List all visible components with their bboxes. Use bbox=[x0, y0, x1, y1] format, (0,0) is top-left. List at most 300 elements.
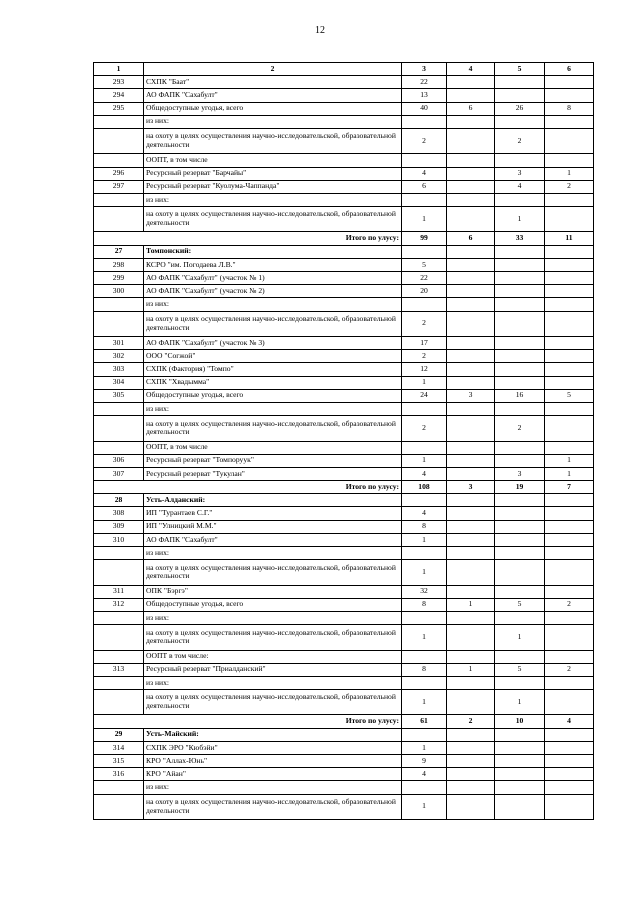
value-col-3: 108 bbox=[402, 481, 447, 494]
value-col-6 bbox=[545, 363, 594, 376]
value-col-3 bbox=[402, 154, 447, 167]
row-name: Общедоступные угодья, всего bbox=[144, 598, 402, 611]
value-col-5 bbox=[495, 781, 545, 794]
table-row bbox=[94, 128, 594, 153]
table-row bbox=[94, 376, 594, 389]
value-col-6 bbox=[545, 350, 594, 363]
value-col-5 bbox=[495, 533, 545, 546]
row-name: на охоту в целях осуществления научно-исследовательской, образовательной деятельности bbox=[144, 128, 402, 153]
row-name: Ресурсный резерват "Тукулан" bbox=[144, 467, 402, 480]
page-number: 12 bbox=[315, 25, 325, 36]
row-number: 298 bbox=[94, 258, 144, 271]
row-number: 303 bbox=[94, 363, 144, 376]
row-name: из них: bbox=[144, 611, 402, 624]
district-name: Томпонский: bbox=[144, 245, 402, 258]
row-name: Ресурсный резерват "Приалданский" bbox=[144, 663, 402, 676]
table-row bbox=[94, 207, 594, 232]
empty-cell bbox=[447, 728, 495, 741]
value-col-4 bbox=[447, 467, 495, 480]
value-col-5 bbox=[495, 76, 545, 89]
total-row bbox=[94, 232, 594, 245]
value-col-3: 4 bbox=[402, 167, 447, 180]
table-row bbox=[94, 115, 594, 128]
value-col-4: 1 bbox=[447, 663, 495, 676]
value-col-5: 33 bbox=[495, 232, 545, 245]
row-name: из них: bbox=[144, 676, 402, 689]
value-col-6: 2 bbox=[545, 180, 594, 193]
table-row bbox=[94, 585, 594, 598]
value-col-6 bbox=[545, 76, 594, 89]
value-col-3: 8 bbox=[402, 520, 447, 533]
value-col-5 bbox=[495, 441, 545, 454]
row-name: Ресурсный резерват "Барчайы" bbox=[144, 167, 402, 180]
empty-cell bbox=[402, 245, 447, 258]
value-col-5: 19 bbox=[495, 481, 545, 494]
value-col-3: 99 bbox=[402, 232, 447, 245]
value-col-6 bbox=[545, 298, 594, 311]
value-col-6 bbox=[545, 311, 594, 336]
value-col-4 bbox=[447, 794, 495, 819]
value-col-6 bbox=[545, 416, 594, 441]
value-col-4 bbox=[447, 258, 495, 271]
value-col-6 bbox=[545, 207, 594, 232]
value-col-3: 22 bbox=[402, 272, 447, 285]
value-col-6 bbox=[545, 781, 594, 794]
row-name: КСРО "им. Погодаева Л.В." bbox=[144, 258, 402, 271]
row-name: ООПТ в том числе: bbox=[144, 650, 402, 663]
row-name: ООПТ, в том числе bbox=[144, 441, 402, 454]
row-number: 310 bbox=[94, 533, 144, 546]
row-number bbox=[94, 676, 144, 689]
empty-cell bbox=[495, 728, 545, 741]
row-name: на охоту в целях осуществления научно-исследовательской, образовательной деятельности bbox=[144, 794, 402, 819]
value-col-3: 1 bbox=[402, 207, 447, 232]
row-number: 316 bbox=[94, 768, 144, 781]
value-col-4 bbox=[447, 128, 495, 153]
value-col-5: 16 bbox=[495, 389, 545, 402]
empty-cell bbox=[495, 494, 545, 507]
row-name: АО ФАПК "Сахабулт" (участок № 1) bbox=[144, 272, 402, 285]
table-row bbox=[94, 193, 594, 206]
district-name: Усть-Алданский: bbox=[144, 494, 402, 507]
value-col-5 bbox=[495, 755, 545, 768]
row-number bbox=[94, 547, 144, 560]
value-col-5 bbox=[495, 650, 545, 663]
row-name: КРО "Аллах-Юнь" bbox=[144, 755, 402, 768]
value-col-3: 32 bbox=[402, 585, 447, 598]
district-number: 27 bbox=[94, 245, 144, 258]
district-name: Усть-Майский: bbox=[144, 728, 402, 741]
table-row bbox=[94, 781, 594, 794]
value-col-5 bbox=[495, 676, 545, 689]
value-col-5 bbox=[495, 402, 545, 415]
table-row bbox=[94, 755, 594, 768]
table-row bbox=[94, 76, 594, 89]
row-number bbox=[94, 781, 144, 794]
row-name: ООО "Согжой" bbox=[144, 350, 402, 363]
table-row bbox=[94, 167, 594, 180]
value-col-6 bbox=[545, 336, 594, 349]
empty-cell bbox=[545, 728, 594, 741]
value-col-3: 2 bbox=[402, 350, 447, 363]
header-col-1: 1 bbox=[94, 63, 144, 76]
table-row bbox=[94, 389, 594, 402]
value-col-5: 2 bbox=[495, 416, 545, 441]
value-col-4: 6 bbox=[447, 232, 495, 245]
header-row bbox=[94, 63, 594, 76]
table-row bbox=[94, 663, 594, 676]
value-col-4 bbox=[447, 207, 495, 232]
value-col-5: 10 bbox=[495, 715, 545, 728]
value-col-4 bbox=[447, 272, 495, 285]
value-col-4 bbox=[447, 650, 495, 663]
value-col-3 bbox=[402, 547, 447, 560]
empty-cell bbox=[402, 494, 447, 507]
value-col-6 bbox=[545, 625, 594, 650]
value-col-5: 1 bbox=[495, 207, 545, 232]
row-number: 295 bbox=[94, 102, 144, 115]
value-col-3: 13 bbox=[402, 89, 447, 102]
value-col-6 bbox=[545, 690, 594, 715]
district-row bbox=[94, 728, 594, 741]
value-col-6: 2 bbox=[545, 663, 594, 676]
table-row bbox=[94, 611, 594, 624]
row-name: АО ФАПК "Сахабулт" bbox=[144, 533, 402, 546]
row-number: 300 bbox=[94, 285, 144, 298]
row-number: 301 bbox=[94, 336, 144, 349]
row-number: 305 bbox=[94, 389, 144, 402]
value-col-4 bbox=[447, 311, 495, 336]
row-name: ОПК "Бэргэ" bbox=[144, 585, 402, 598]
value-col-3: 1 bbox=[402, 376, 447, 389]
row-name: Общедоступные угодья, всего bbox=[144, 389, 402, 402]
value-col-3 bbox=[402, 676, 447, 689]
value-col-4 bbox=[447, 520, 495, 533]
value-col-4 bbox=[447, 547, 495, 560]
hunting-grounds-table bbox=[93, 62, 594, 820]
value-col-4 bbox=[447, 167, 495, 180]
value-col-6 bbox=[545, 89, 594, 102]
district-row bbox=[94, 494, 594, 507]
value-col-6 bbox=[545, 560, 594, 585]
row-name: из них: bbox=[144, 781, 402, 794]
value-col-4 bbox=[447, 402, 495, 415]
row-name: Ресурсный резерват "Куолума-Чаппанда" bbox=[144, 180, 402, 193]
district-number: 28 bbox=[94, 494, 144, 507]
header-col-2: 2 bbox=[144, 63, 402, 76]
row-name: АО ФАПК "Сахабулт" bbox=[144, 89, 402, 102]
table-row bbox=[94, 285, 594, 298]
row-number bbox=[94, 690, 144, 715]
value-col-6 bbox=[545, 533, 594, 546]
row-number: 299 bbox=[94, 272, 144, 285]
value-col-5 bbox=[495, 298, 545, 311]
row-number bbox=[94, 441, 144, 454]
value-col-6 bbox=[545, 258, 594, 271]
value-col-3: 2 bbox=[402, 128, 447, 153]
value-col-4 bbox=[447, 533, 495, 546]
row-number bbox=[94, 611, 144, 624]
row-number bbox=[94, 154, 144, 167]
value-col-4 bbox=[447, 154, 495, 167]
value-col-5 bbox=[495, 768, 545, 781]
table-row bbox=[94, 741, 594, 754]
value-col-5: 4 bbox=[495, 180, 545, 193]
value-col-3 bbox=[402, 298, 447, 311]
value-col-6: 1 bbox=[545, 454, 594, 467]
row-name: СХПК "Баат" bbox=[144, 76, 402, 89]
value-col-5 bbox=[495, 115, 545, 128]
table-row bbox=[94, 560, 594, 585]
value-col-5 bbox=[495, 258, 545, 271]
value-col-6 bbox=[545, 768, 594, 781]
total-label: Итого по улусу: bbox=[94, 715, 402, 728]
value-col-4 bbox=[447, 285, 495, 298]
value-col-4 bbox=[447, 741, 495, 754]
value-col-3: 4 bbox=[402, 467, 447, 480]
value-col-3: 40 bbox=[402, 102, 447, 115]
value-col-6 bbox=[545, 611, 594, 624]
row-number: 306 bbox=[94, 454, 144, 467]
value-col-6: 8 bbox=[545, 102, 594, 115]
table-row bbox=[94, 676, 594, 689]
table-row bbox=[94, 336, 594, 349]
value-col-6 bbox=[545, 794, 594, 819]
row-name: Общедоступные угодья, всего bbox=[144, 102, 402, 115]
empty-cell bbox=[545, 245, 594, 258]
value-col-5 bbox=[495, 741, 545, 754]
header-col-4: 4 bbox=[447, 63, 495, 76]
table-row bbox=[94, 625, 594, 650]
value-col-6 bbox=[545, 650, 594, 663]
empty-cell bbox=[447, 245, 495, 258]
table-row bbox=[94, 180, 594, 193]
row-number bbox=[94, 560, 144, 585]
table-row bbox=[94, 690, 594, 715]
row-name: СХПК ЭРО "Кюбэйи" bbox=[144, 741, 402, 754]
table-row bbox=[94, 794, 594, 819]
row-name: на охоту в целях осуществления научно-исследовательской, образовательной деятельности bbox=[144, 625, 402, 650]
value-col-5: 1 bbox=[495, 690, 545, 715]
row-number: 293 bbox=[94, 76, 144, 89]
value-col-6 bbox=[545, 585, 594, 598]
row-number: 297 bbox=[94, 180, 144, 193]
value-col-3: 2 bbox=[402, 416, 447, 441]
value-col-4 bbox=[447, 89, 495, 102]
row-name: СХПК "Хвадымма" bbox=[144, 376, 402, 389]
value-col-5 bbox=[495, 350, 545, 363]
row-name: на охоту в целях осуществления научно-исследовательской, образовательной деятельности bbox=[144, 416, 402, 441]
value-col-6 bbox=[545, 441, 594, 454]
row-number bbox=[94, 794, 144, 819]
row-number: 307 bbox=[94, 467, 144, 480]
value-col-4: 2 bbox=[447, 715, 495, 728]
table-row bbox=[94, 311, 594, 336]
table-row bbox=[94, 507, 594, 520]
row-number: 294 bbox=[94, 89, 144, 102]
header-col-5: 5 bbox=[495, 63, 545, 76]
value-col-3: 4 bbox=[402, 507, 447, 520]
value-col-6: 1 bbox=[545, 167, 594, 180]
value-col-3: 17 bbox=[402, 336, 447, 349]
row-name: из них: bbox=[144, 115, 402, 128]
row-number bbox=[94, 193, 144, 206]
value-col-4: 1 bbox=[447, 598, 495, 611]
table-row bbox=[94, 454, 594, 467]
table-row bbox=[94, 441, 594, 454]
value-col-6: 7 bbox=[545, 481, 594, 494]
table-row bbox=[94, 547, 594, 560]
row-number: 312 bbox=[94, 598, 144, 611]
value-col-3: 1 bbox=[402, 533, 447, 546]
value-col-5: 26 bbox=[495, 102, 545, 115]
value-col-3: 8 bbox=[402, 598, 447, 611]
value-col-6 bbox=[545, 115, 594, 128]
value-col-6 bbox=[545, 507, 594, 520]
value-col-4 bbox=[447, 454, 495, 467]
value-col-6: 5 bbox=[545, 389, 594, 402]
table-row bbox=[94, 298, 594, 311]
value-col-5: 1 bbox=[495, 625, 545, 650]
district-row bbox=[94, 245, 594, 258]
table-row bbox=[94, 598, 594, 611]
table-row bbox=[94, 272, 594, 285]
row-number bbox=[94, 402, 144, 415]
value-col-6 bbox=[545, 154, 594, 167]
value-col-3: 20 bbox=[402, 285, 447, 298]
value-col-4 bbox=[447, 690, 495, 715]
district-number: 29 bbox=[94, 728, 144, 741]
value-col-5 bbox=[495, 89, 545, 102]
value-col-4 bbox=[447, 625, 495, 650]
value-col-6 bbox=[545, 755, 594, 768]
row-name: из них: bbox=[144, 547, 402, 560]
value-col-6 bbox=[545, 272, 594, 285]
value-col-6: 1 bbox=[545, 467, 594, 480]
value-col-5 bbox=[495, 311, 545, 336]
table-row bbox=[94, 89, 594, 102]
total-label: Итого по улусу: bbox=[94, 481, 402, 494]
value-col-5: 5 bbox=[495, 663, 545, 676]
value-col-3 bbox=[402, 650, 447, 663]
value-col-3 bbox=[402, 193, 447, 206]
value-col-6 bbox=[545, 520, 594, 533]
table-row bbox=[94, 350, 594, 363]
row-number bbox=[94, 650, 144, 663]
row-name: на охоту в целях осуществления научно-исследовательской, образовательной деятельности bbox=[144, 311, 402, 336]
value-col-5 bbox=[495, 794, 545, 819]
value-col-6 bbox=[545, 676, 594, 689]
row-name: СХПК (Фактория) "Томпо" bbox=[144, 363, 402, 376]
table-row bbox=[94, 102, 594, 115]
value-col-3: 1 bbox=[402, 560, 447, 585]
value-col-5 bbox=[495, 585, 545, 598]
value-col-3 bbox=[402, 611, 447, 624]
value-col-5 bbox=[495, 154, 545, 167]
total-row bbox=[94, 715, 594, 728]
value-col-5 bbox=[495, 547, 545, 560]
table-row bbox=[94, 416, 594, 441]
row-name: на охоту в целях осуществления научно-исследовательской, образовательной деятельности bbox=[144, 560, 402, 585]
value-col-3: 1 bbox=[402, 690, 447, 715]
value-col-4: 3 bbox=[447, 481, 495, 494]
header-col-3: 3 bbox=[402, 63, 447, 76]
value-col-6 bbox=[545, 285, 594, 298]
value-col-6 bbox=[545, 547, 594, 560]
value-col-3: 2 bbox=[402, 311, 447, 336]
row-name: из них: bbox=[144, 193, 402, 206]
value-col-3: 1 bbox=[402, 625, 447, 650]
row-name: на охоту в целях осуществления научно-исследовательской, образовательной деятельности bbox=[144, 207, 402, 232]
value-col-3 bbox=[402, 781, 447, 794]
value-col-6 bbox=[545, 741, 594, 754]
row-name: Ресурсный резерват "Томпоруук" bbox=[144, 454, 402, 467]
table-row bbox=[94, 154, 594, 167]
value-col-3: 4 bbox=[402, 768, 447, 781]
value-col-3 bbox=[402, 115, 447, 128]
value-col-4 bbox=[447, 755, 495, 768]
value-col-3: 1 bbox=[402, 741, 447, 754]
row-number bbox=[94, 416, 144, 441]
empty-cell bbox=[545, 494, 594, 507]
table-row bbox=[94, 768, 594, 781]
row-number bbox=[94, 128, 144, 153]
row-name: КРО "Айан" bbox=[144, 768, 402, 781]
value-col-6 bbox=[545, 402, 594, 415]
value-col-5 bbox=[495, 560, 545, 585]
value-col-3: 9 bbox=[402, 755, 447, 768]
row-number: 314 bbox=[94, 741, 144, 754]
row-name: АО ФАПК "Сахабулт" (участок № 2) bbox=[144, 285, 402, 298]
value-col-3: 8 bbox=[402, 663, 447, 676]
value-col-5: 5 bbox=[495, 598, 545, 611]
table-row bbox=[94, 467, 594, 480]
table-row bbox=[94, 258, 594, 271]
value-col-3: 1 bbox=[402, 454, 447, 467]
row-number: 302 bbox=[94, 350, 144, 363]
row-name: АО ФАПК "Сахабулт" (участок № 3) bbox=[144, 336, 402, 349]
value-col-5 bbox=[495, 193, 545, 206]
value-col-5 bbox=[495, 285, 545, 298]
row-number bbox=[94, 207, 144, 232]
row-number: 308 bbox=[94, 507, 144, 520]
row-name: из них: bbox=[144, 298, 402, 311]
value-col-4 bbox=[447, 376, 495, 389]
value-col-4 bbox=[447, 676, 495, 689]
value-col-3: 24 bbox=[402, 389, 447, 402]
empty-cell bbox=[495, 245, 545, 258]
value-col-5 bbox=[495, 454, 545, 467]
value-col-5: 3 bbox=[495, 467, 545, 480]
row-number bbox=[94, 625, 144, 650]
empty-cell bbox=[447, 494, 495, 507]
empty-cell bbox=[402, 728, 447, 741]
value-col-4 bbox=[447, 76, 495, 89]
row-number: 315 bbox=[94, 755, 144, 768]
value-col-3: 61 bbox=[402, 715, 447, 728]
table-row bbox=[94, 520, 594, 533]
row-number bbox=[94, 115, 144, 128]
value-col-4 bbox=[447, 193, 495, 206]
value-col-5 bbox=[495, 272, 545, 285]
total-label: Итого по улусу: bbox=[94, 232, 402, 245]
row-name: на охоту в целях осуществления научно-исследовательской, образовательной деятельности bbox=[144, 690, 402, 715]
value-col-4: 3 bbox=[447, 389, 495, 402]
value-col-4 bbox=[447, 768, 495, 781]
row-number bbox=[94, 311, 144, 336]
value-col-5 bbox=[495, 507, 545, 520]
row-name: ИП "Улницкий М.М." bbox=[144, 520, 402, 533]
